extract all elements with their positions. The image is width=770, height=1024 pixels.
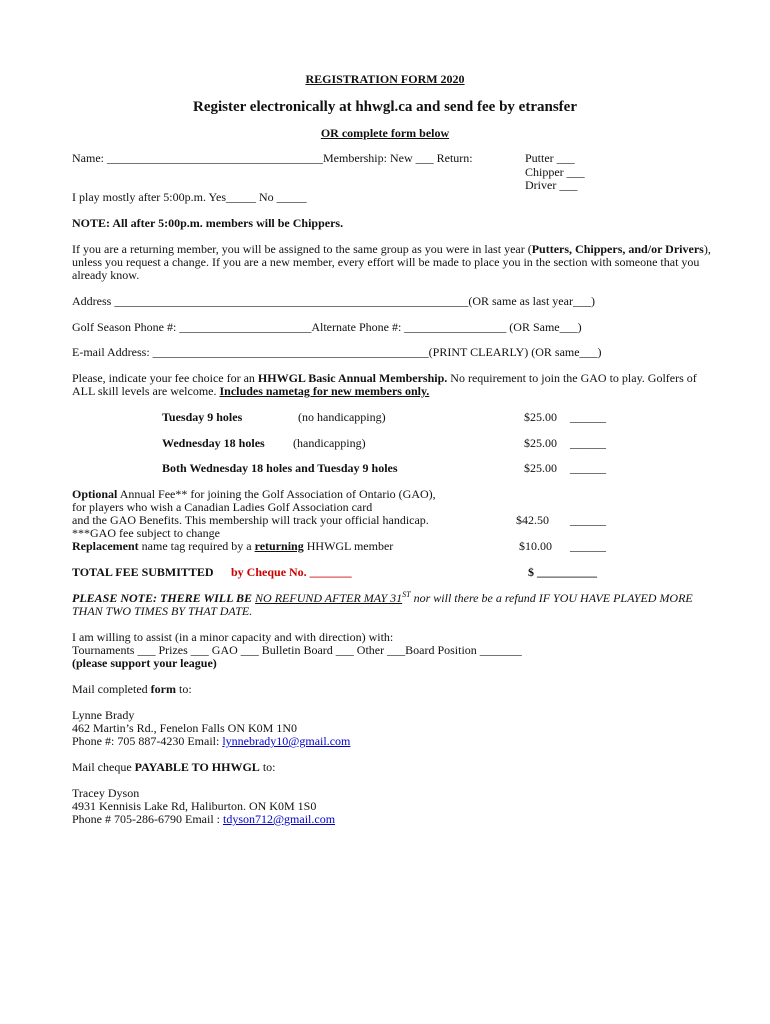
fee-row-blank: ______ [570,410,606,424]
optional-blank: ______ [570,513,606,527]
contact2-phone: Phone # 705-286-6790 Email : tdyson712@gmail.com [72,812,336,826]
fee-row-price: $25.00 [524,410,557,424]
optional-line-3: and the GAO Benefits. This membership will track your official handicap. [72,513,429,527]
optional-line-2: for players who wish a Canadian Ladies Golf Association card [72,500,373,514]
fee-row-price: $25.00 [524,436,557,450]
email-line: E-mail Address: ______________________________________________(PRINT CLEARLY) (OR same___) [72,345,602,359]
subhead: OR complete form below [320,126,450,140]
form-title: REGISTRATION FORM 2020 [305,72,465,86]
contact2-name: Tracey Dyson [72,786,140,800]
refund-note: PLEASE NOTE: THERE WILL BE NO REFUND AFTER MAY 31ST nor will there be a refund IF YOU HAVE PLAYED MORE THAN TWO TIMES BY THAT DATE. [72,590,693,618]
cheque-number: by Cheque No. _______ [231,565,352,579]
contact2-address: 4931 Kennisis Lake Rd, Haliburton. ON K0M 1S0 [72,799,317,813]
fee-row-price: $25.00 [524,461,557,475]
headline: Register electronically at hhwgl.ca and send fee by etransfer [193,99,577,115]
play-after-line: I play mostly after 5:00p.m. Yes_____ No _____ [72,190,307,204]
note-heading: NOTE: All after 5:00p.m. members will be Chippers. [72,216,344,230]
optional-line-1: Optional Annual Fee** for joining the Golf Association of Ontario (GAO), [72,487,436,501]
mail-form-line: Mail completed form to: [72,682,192,696]
contact2-email-link[interactable]: tdyson712@gmail.com [222,812,336,826]
fee-row-note: (no handicapping) [298,410,386,424]
fee-row-name: Tuesday 9 holes [162,410,243,424]
fee-row-blank: ______ [570,436,606,450]
total-label: TOTAL FEE SUBMITTED [72,565,214,579]
optional-price: $42.50 [516,513,549,527]
contact1-name: Lynne Brady [72,708,135,722]
name-membership-line: Name: ____________________________________Membership: New ___ Return: [72,151,473,165]
group-driver: Driver ___ [525,178,578,192]
group-chipper: Chipper ___ [525,165,585,179]
address-line: Address ___________________________________________________________(OR same as last year___) [72,294,595,308]
replacement-line: Replacement name tag required by a returning HHWGL member [72,539,394,553]
fee-row-name: Both Wednesday 18 holes and Tuesday 9 holes [162,461,398,475]
fees-intro: Please, indicate your fee choice for an HHWGL Basic Annual Membership. No requirement to join the GAO to play. Golfers of ALL skill levels are welcome. Includes nametag for new members only. [72,371,697,398]
contact1-address: 462 Martin’s Rd., Fenelon Falls ON K0M 1N0 [72,721,297,735]
group-putter: Putter ___ [525,151,575,165]
note-paragraph: If you are a returning member, you will be assigned to the same group as you were in last year (Putters, Chippers, and/or Drivers), unless you request a change. If you are a new member, every effort will be made to place you in the section with someone that you already know. [72,242,711,282]
fee-row-name: Wednesday 18 holes [162,436,265,450]
fee-row-blank: ______ [570,461,606,475]
contact1-email-link[interactable]: lynnebrady10@gmail.com [222,734,351,748]
assist-line-1: I am willing to assist (in a minor capacity and with direction) with: [72,630,394,644]
assist-line-2: Tournaments ___ Prizes ___ GAO ___ Bulletin Board ___ Other ___Board Position _______ [72,643,522,657]
fee-row-note: (handicapping) [293,436,366,450]
replacement-price: $10.00 [519,539,552,553]
phone-line: Golf Season Phone #: ______________________Alternate Phone #: _________________ (OR Same___) [72,320,582,334]
total-amount: $ __________ [528,565,597,579]
optional-line-4: ***GAO fee subject to change [72,526,220,540]
contact1-phone: Phone #: 705 887-4230 Email: lynnebrady10@gmail.com [72,734,351,748]
cheque-payable-line: Mail cheque PAYABLE TO HHWGL to: [72,760,276,774]
assist-line-3: (please support your league) [72,656,217,670]
replacement-blank: ______ [570,539,606,553]
